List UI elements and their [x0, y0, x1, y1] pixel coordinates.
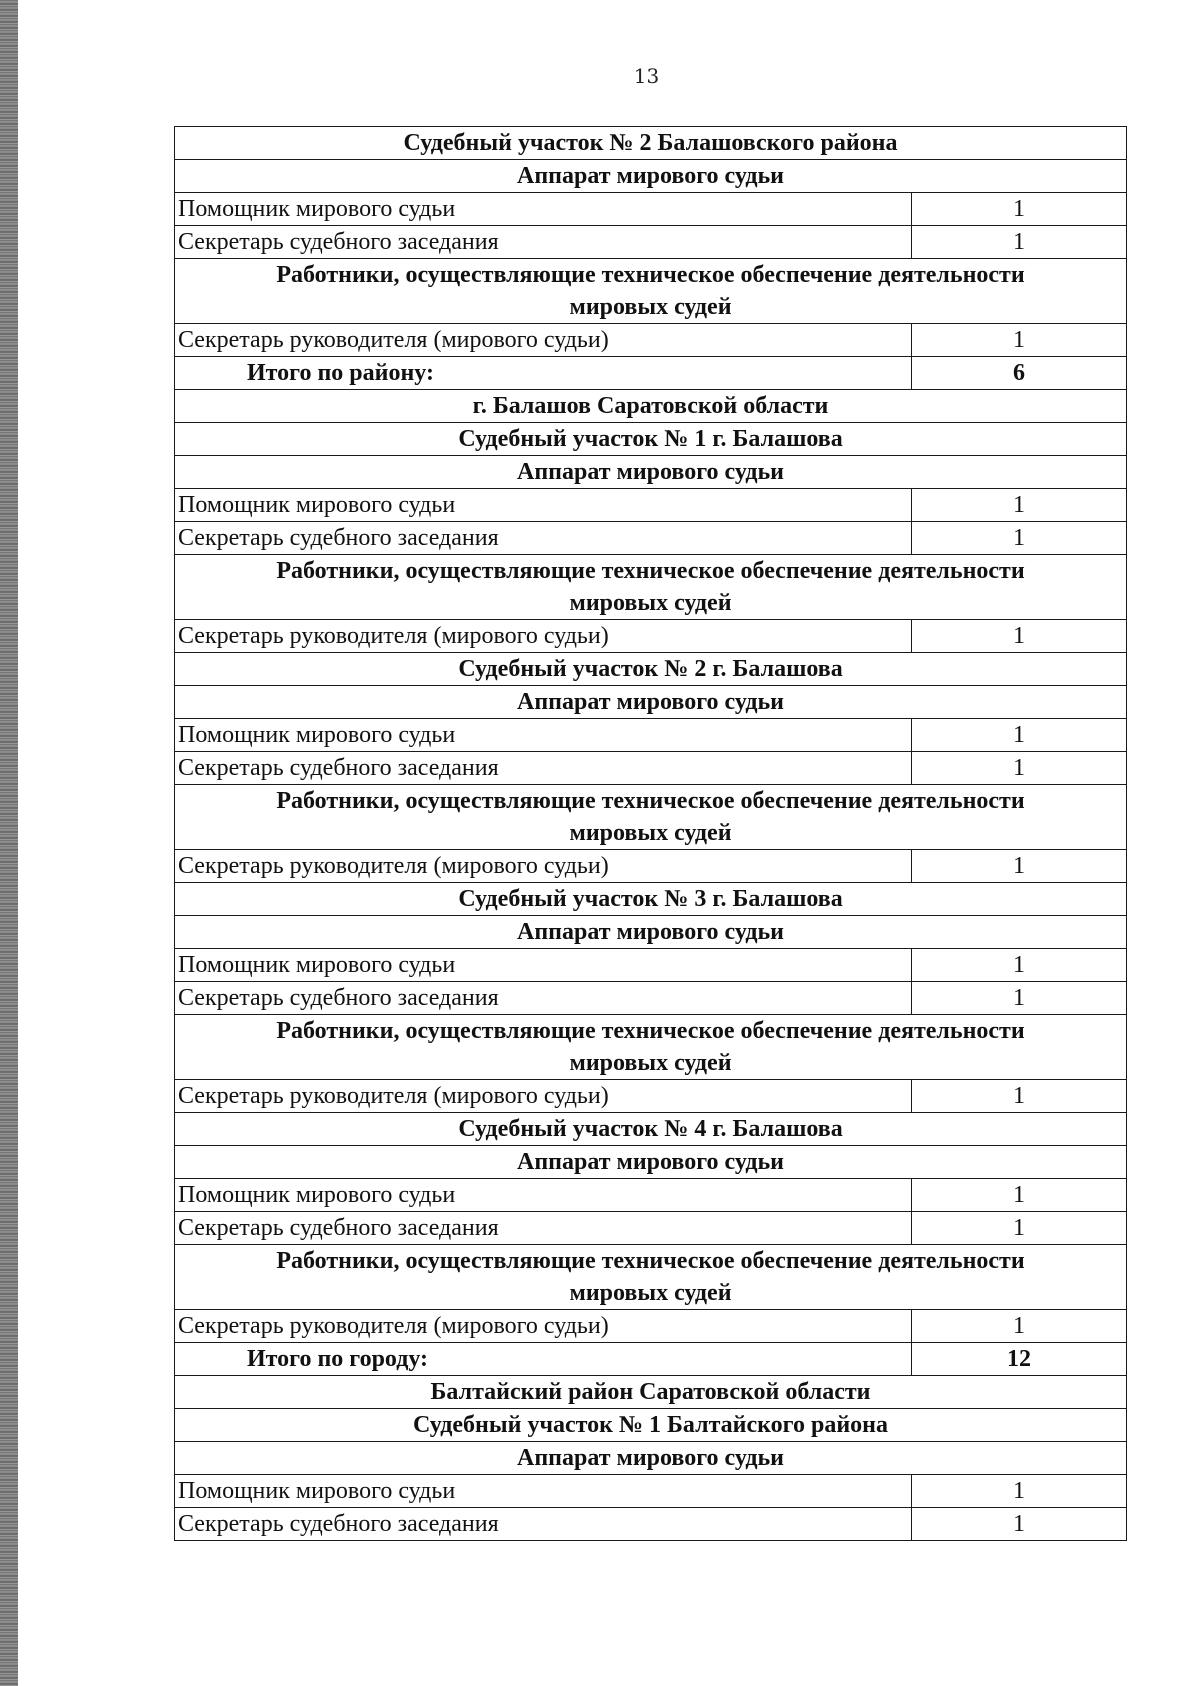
section-header-row — [175, 423, 1127, 456]
section-header-line: Работники, осуществляющие техническое обеспечение деятельности — [276, 558, 1025, 584]
section-header: Балтайский район Саратовской области — [175, 1376, 1127, 1409]
position-row — [175, 1475, 1127, 1508]
position-label: Секретарь руководителя (мирового судьи) — [175, 324, 912, 357]
section-header: Судебный участок № 1 г. Балашова — [175, 423, 1127, 456]
position-row — [175, 1179, 1127, 1212]
section-header-row — [175, 686, 1127, 719]
position-label: Помощник мирового судьи — [175, 1179, 912, 1212]
staffing-table — [174, 126, 1127, 1541]
section-header-line: Работники, осуществляющие техническое обеспечение деятельности — [276, 1018, 1025, 1044]
position-count: 1 — [912, 719, 1127, 752]
total-row — [175, 357, 1127, 390]
position-label: Секретарь руководителя (мирового судьи) — [175, 850, 912, 883]
position-count: 1 — [912, 1475, 1127, 1508]
position-count: 1 — [912, 522, 1127, 555]
section-header-row — [175, 1245, 1127, 1310]
page-number: 13 — [633, 64, 660, 88]
position-count: 1 — [912, 1080, 1127, 1113]
staffing-table-body — [175, 127, 1127, 1541]
section-header — [175, 785, 1127, 850]
position-row — [175, 1508, 1127, 1541]
section-header-row — [175, 1015, 1127, 1080]
position-count: 1 — [912, 226, 1127, 259]
position-row — [175, 719, 1127, 752]
section-header-row — [175, 555, 1127, 620]
section-header-line: Работники, осуществляющие техническое обеспечение деятельности — [276, 1248, 1025, 1274]
section-header: Аппарат мирового судьи — [175, 160, 1127, 193]
total-row — [175, 1343, 1127, 1376]
section-header-row — [175, 1146, 1127, 1179]
section-header-row — [175, 390, 1127, 423]
section-header-row — [175, 916, 1127, 949]
section-header-row — [175, 160, 1127, 193]
position-count: 1 — [912, 1310, 1127, 1343]
position-row — [175, 324, 1127, 357]
section-header-row — [175, 653, 1127, 686]
position-label: Секретарь руководителя (мирового судьи) — [175, 620, 912, 653]
position-label: Помощник мирового судьи — [175, 1475, 912, 1508]
position-row — [175, 752, 1127, 785]
section-header-line: Работники, осуществляющие техническое обеспечение деятельности — [276, 788, 1025, 814]
section-header-line: мировых судей — [569, 294, 732, 320]
position-label: Секретарь судебного заседания — [175, 982, 912, 1015]
section-header: Судебный участок № 3 г. Балашова — [175, 883, 1127, 916]
position-row — [175, 522, 1127, 555]
position-count: 1 — [912, 489, 1127, 522]
position-count: 1 — [912, 949, 1127, 982]
position-count: 1 — [912, 1179, 1127, 1212]
position-count: 1 — [912, 1212, 1127, 1245]
section-header: Аппарат мирового судьи — [175, 686, 1127, 719]
section-header-line: мировых судей — [569, 1280, 732, 1306]
position-label: Секретарь руководителя (мирового судьи) — [175, 1310, 912, 1343]
position-label: Помощник мирового судьи — [175, 949, 912, 982]
section-header-row — [175, 259, 1127, 324]
position-row — [175, 1212, 1127, 1245]
section-header: Аппарат мирового судьи — [175, 1442, 1127, 1475]
total-count: 6 — [912, 357, 1127, 390]
position-count: 1 — [912, 620, 1127, 653]
position-label: Помощник мирового судьи — [175, 193, 912, 226]
position-label: Секретарь судебного заседания — [175, 1212, 912, 1245]
position-count: 1 — [912, 850, 1127, 883]
section-header-line: мировых судей — [569, 1050, 732, 1076]
section-header: Судебный участок № 4 г. Балашова — [175, 1113, 1127, 1146]
scan-edge — [0, 0, 18, 1686]
position-label: Помощник мирового судьи — [175, 719, 912, 752]
position-row — [175, 982, 1127, 1015]
section-header: г. Балашов Саратовской области — [175, 390, 1127, 423]
position-row — [175, 1080, 1127, 1113]
section-header-row — [175, 1376, 1127, 1409]
section-header-line: мировых судей — [569, 820, 732, 846]
position-row — [175, 949, 1127, 982]
position-row — [175, 226, 1127, 259]
section-header-row — [175, 1409, 1127, 1442]
section-header-row — [175, 883, 1127, 916]
total-count: 12 — [912, 1343, 1127, 1376]
section-header — [175, 1245, 1127, 1310]
position-row — [175, 850, 1127, 883]
section-header-row — [175, 1442, 1127, 1475]
section-header-line: Работники, осуществляющие техническое обеспечение деятельности — [276, 262, 1025, 288]
position-row — [175, 620, 1127, 653]
section-header: Аппарат мирового судьи — [175, 456, 1127, 489]
section-header — [175, 1015, 1127, 1080]
section-header: Судебный участок № 2 г. Балашова — [175, 653, 1127, 686]
section-header: Судебный участок № 2 Балашовского района — [175, 127, 1127, 160]
position-label: Секретарь судебного заседания — [175, 1508, 912, 1541]
position-count: 1 — [912, 1508, 1127, 1541]
position-count: 1 — [912, 193, 1127, 226]
position-label: Секретарь судебного заседания — [175, 752, 912, 785]
section-header: Судебный участок № 1 Балтайского района — [175, 1409, 1127, 1442]
section-header-row — [175, 456, 1127, 489]
section-header-row — [175, 1113, 1127, 1146]
position-label: Секретарь судебного заседания — [175, 226, 912, 259]
position-count: 1 — [912, 324, 1127, 357]
section-header-line: мировых судей — [569, 590, 732, 616]
section-header: Аппарат мирового судьи — [175, 916, 1127, 949]
position-row — [175, 193, 1127, 226]
position-row — [175, 489, 1127, 522]
total-label: Итого по району: — [175, 357, 912, 390]
position-label: Секретарь руководителя (мирового судьи) — [175, 1080, 912, 1113]
section-header-row — [175, 785, 1127, 850]
position-count: 1 — [912, 752, 1127, 785]
section-header — [175, 259, 1127, 324]
position-count: 1 — [912, 982, 1127, 1015]
total-label: Итого по городу: — [175, 1343, 912, 1376]
section-header — [175, 555, 1127, 620]
section-header-row — [175, 127, 1127, 160]
section-header: Аппарат мирового судьи — [175, 1146, 1127, 1179]
position-label: Помощник мирового судьи — [175, 489, 912, 522]
position-row — [175, 1310, 1127, 1343]
position-label: Секретарь судебного заседания — [175, 522, 912, 555]
